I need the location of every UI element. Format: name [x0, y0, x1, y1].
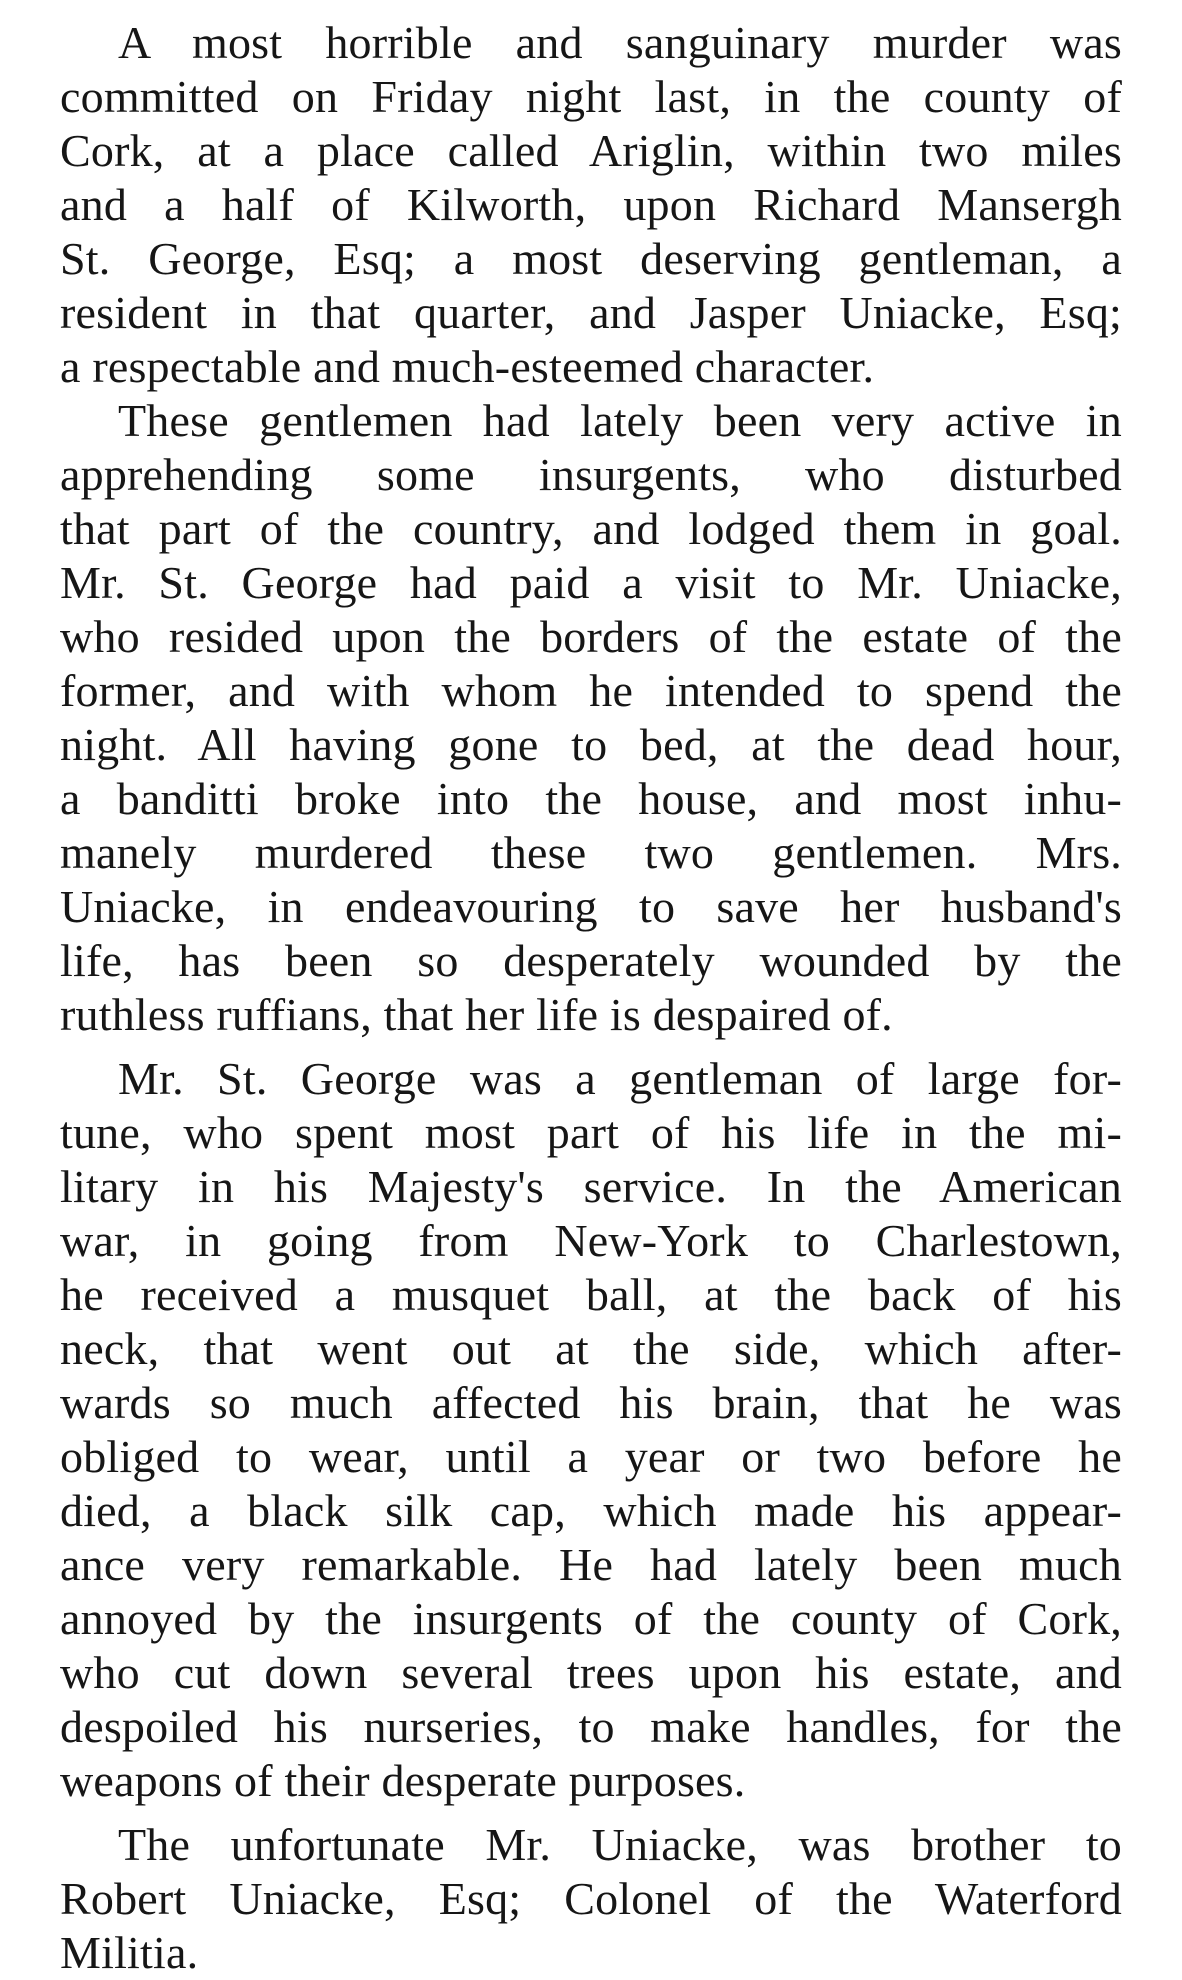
- paragraph-uniacke-relation: [60, 1818, 1122, 1980]
- text-line: committed on Friday night last, in the county of: [60, 71, 1122, 122]
- text-line: obliged to wear, until a year or two before he: [60, 1431, 1122, 1482]
- text-line: ruthless ruffians, that her life is despaired of.: [60, 989, 893, 1040]
- text-line: St. George, Esq; a most deserving gentleman, a: [60, 233, 1122, 284]
- text-line: resident in that quarter, and Jasper Uniacke, Esq;: [60, 287, 1122, 338]
- text-line: ance very remarkable. He had lately been much: [60, 1539, 1122, 1590]
- text-line: Mr. St. George had paid a visit to Mr. Uniacke,: [60, 557, 1122, 608]
- text-line: A most horrible and sanguinary murder was: [118, 17, 1122, 68]
- text-line: he received a musquet ball, at the back of his: [60, 1269, 1122, 1320]
- paragraph-circumstances: [60, 394, 1122, 1042]
- newspaper-article: [60, 16, 1122, 1978]
- text-line: life, has been so desperately wounded by the: [60, 935, 1122, 986]
- text-line: who resided upon the borders of the estate of the: [60, 611, 1122, 662]
- text-line: annoyed by the insurgents of the county of Cork,: [60, 1593, 1122, 1644]
- text-line: who cut down several trees upon his estate, and: [60, 1647, 1122, 1698]
- text-line: Cork, at a place called Ariglin, within two miles: [60, 125, 1122, 176]
- text-line: night. All having gone to bed, at the dead hour,: [60, 719, 1122, 770]
- text-line: died, a black silk cap, which made his appear-: [60, 1485, 1122, 1536]
- paragraph-st-george-biography: [60, 1052, 1122, 1808]
- paragraph-gap: [60, 1042, 1122, 1052]
- text-line: that part of the country, and lodged them in goal.: [60, 503, 1122, 554]
- text-line: These gentlemen had lately been very active in: [118, 395, 1122, 446]
- paragraph-murder-report: [60, 16, 1122, 394]
- text-line: despoiled his nurseries, to make handles, for the: [60, 1701, 1122, 1752]
- text-line: Uniacke, in endeavouring to save her husband's: [60, 881, 1122, 932]
- text-line: former, and with whom he intended to spend the: [60, 665, 1122, 716]
- text-line: and a half of Kilworth, upon Richard Mansergh: [60, 179, 1122, 230]
- text-line: tune, who spent most part of his life in the mi-: [60, 1107, 1122, 1158]
- text-line: manely murdered these two gentlemen. Mrs.: [60, 827, 1122, 878]
- text-line: apprehending some insurgents, who disturbed: [60, 449, 1122, 500]
- text-line: weapons of their desperate purposes.: [60, 1755, 746, 1806]
- text-line: wards so much affected his brain, that he was: [60, 1377, 1122, 1428]
- text-line: The unfortunate Mr. Uniacke, was brother to: [118, 1819, 1122, 1870]
- paragraph-gap: [60, 1808, 1122, 1818]
- text-line: Mr. St. George was a gentleman of large for-: [118, 1053, 1122, 1104]
- text-line: Militia.: [60, 1927, 199, 1978]
- text-line: litary in his Majesty's service. In the American: [60, 1161, 1122, 1212]
- text-line: neck, that went out at the side, which after-: [60, 1323, 1122, 1374]
- text-line: a respectable and much-esteemed character.: [60, 341, 875, 392]
- text-line: a banditti broke into the house, and most inhu-: [60, 773, 1122, 824]
- text-line: Robert Uniacke, Esq; Colonel of the Waterford: [60, 1873, 1122, 1924]
- text-line: war, in going from New-York to Charlestown,: [60, 1215, 1122, 1266]
